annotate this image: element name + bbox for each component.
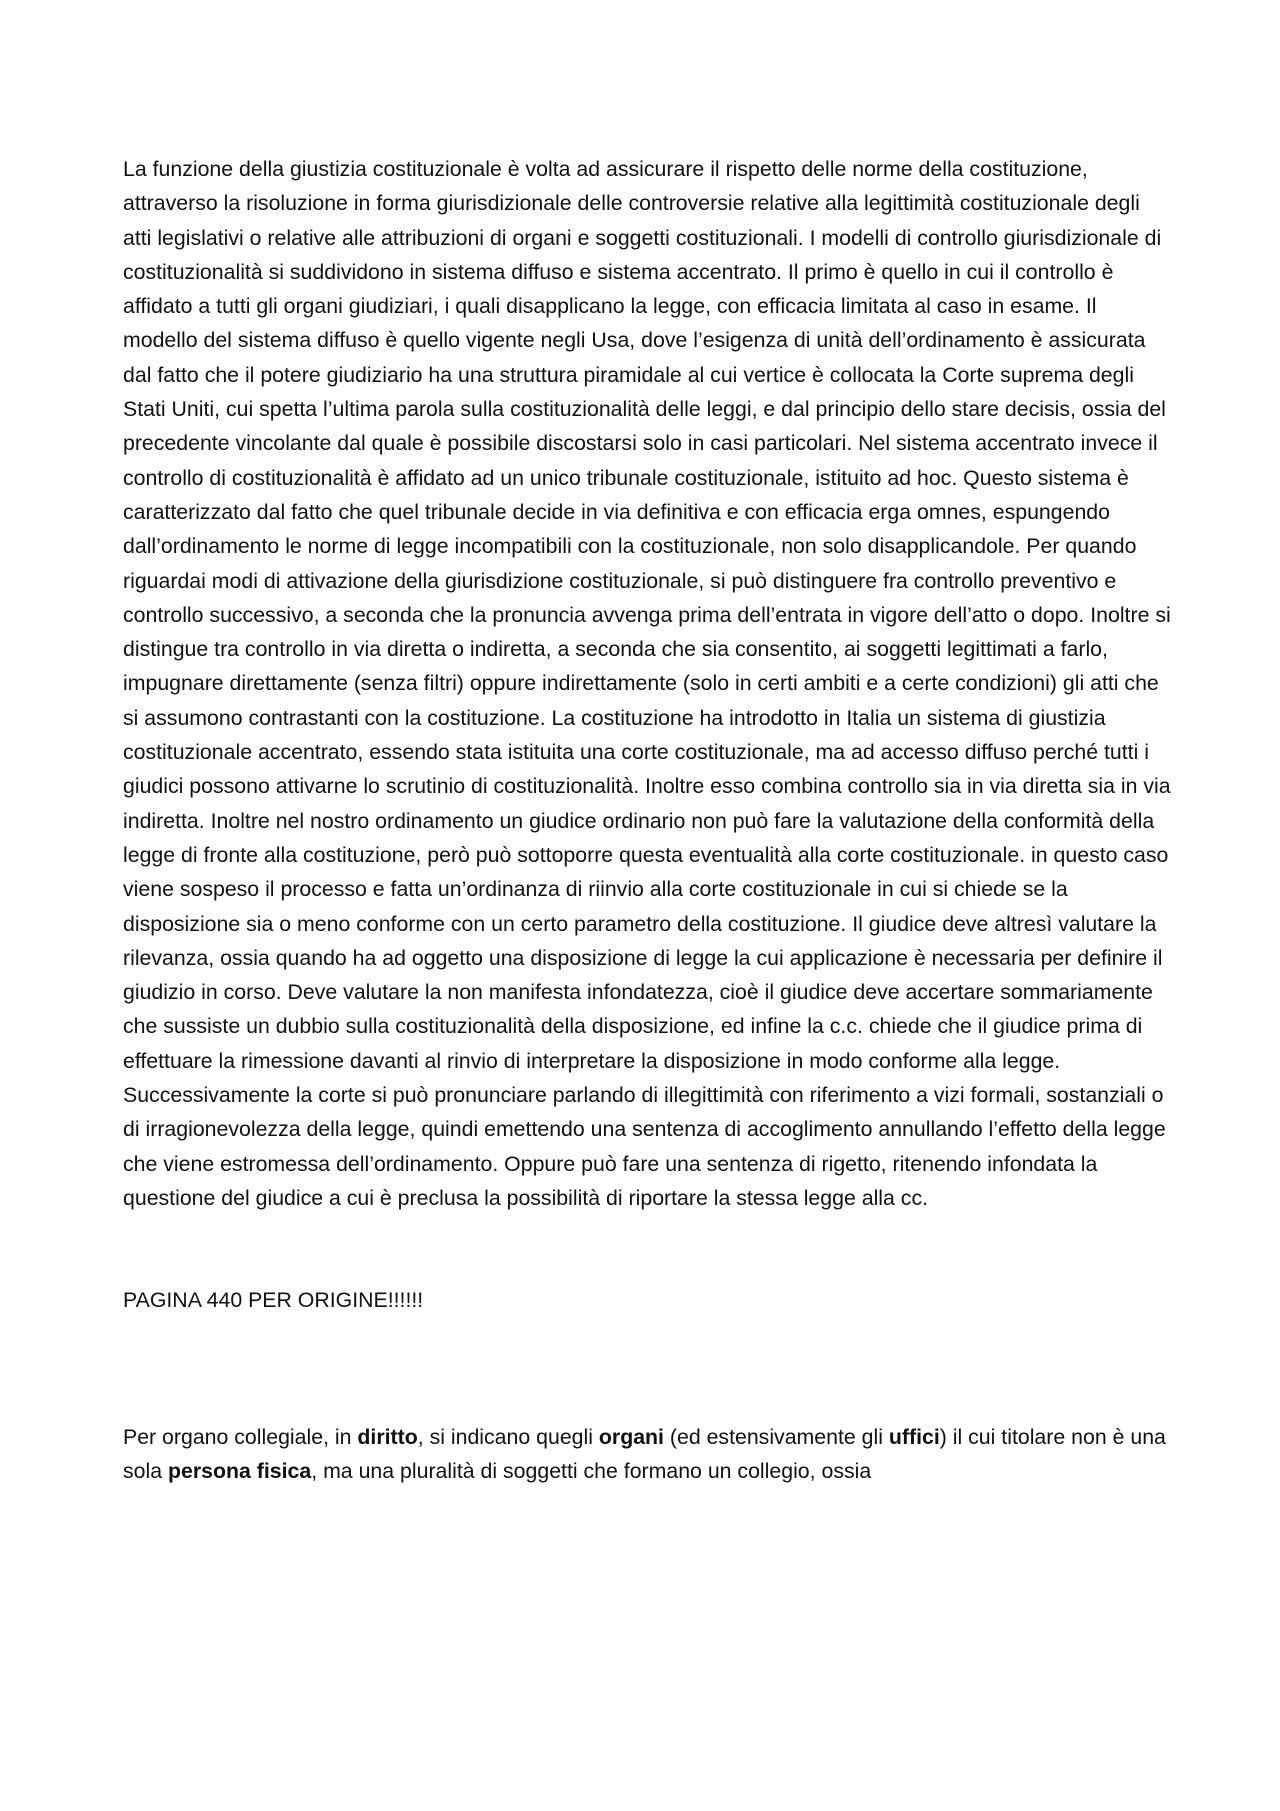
bold-term-uffici: uffici [888, 1424, 940, 1449]
bold-term-organi: organi [598, 1424, 664, 1449]
text-segment: , si indicano quegli [417, 1424, 599, 1449]
paragraph-constitutional-justice: La funzione della giustizia costituzionale è volta ad assicurare il rispetto delle norme della costituzione, attraverso la risoluzione in forma giurisdizionale delle controversie relative alla legittimità costituzionale degli atti legislativi o relative alle attribuzioni di organi e soggetti costituzionali. I modelli di controllo giurisdizionale di costituzionalità si suddividono in sistema diffuso e sistema accentrato. Il primo è quello in cui il controllo è affidato a tutti gli organi giudiziari, i quali disapplicano la legge, con efficacia limitata al caso in esame. Il modello del sistema diffuso è quello vigente negli Usa, dove l’esigenza di unità dell’ordinamento è assicurata dal fatto che il potere giudiziario ha una struttura piramidale al cui vertice è collocata la Corte suprema degli Stati Uniti, cui spetta l’ultima parola sulla costituzionalità delle leggi, e dal principio dello stare decisis, ossia del precedente vincolante dal quale è possibile discostarsi solo in casi particolari. Nel sistema accentrato invece il controllo di costituzionalità è affidato ad un unico tribunale costituzionale, istituito ad hoc. Questo sistema è caratterizzato dal fatto che quel tribunale decide in via definitiva e con efficacia erga omnes, espungendo dall’ordinamento le norme di legge incompatibili con la costituzionale, non solo disapplicandole. Per quando riguardai modi di attivazione della giurisdizione costituzionale, si può distinguere fra controllo preventivo e controllo successivo, a seconda che la pronuncia avvenga prima dell’entrata in vigore dell’atto o dopo. Inoltre si distingue tra controllo in via diretta o indiretta, a seconda che sia consentito, ai soggetti legittimati a farlo, impugnare direttamente (senza filtri) oppure indirettamente (solo in certi ambiti e a certe condizioni) gli atti che si assumono contrastanti con la costituzione. La costituzione ha introdotto in Italia un sistema di giustizia costituzionale accentrato, essendo stata istituita una corte costituzionale, ma ad accesso diffuso perché tutti i giudici possono attivarne lo scrutinio di costituzionalità. Inoltre esso combina controllo sia in via diretta sia in via indiretta. Inoltre nel nostro ordinamento un giudice ordinario non può fare la valutazione della conformità della legge di fronte alla costituzione, però può sottoporre questa eventualità alla corte costituzionale. in questo caso viene sospeso il processo e fatta un’ordinanza di riinvio alla corte costituzionale in cui si chiede se la disposizione sia o meno conforme con un certo parametro della costituzione. Il giudice deve altresì valutare la rilevanza, ossia quando ha ad oggetto una disposizione di legge la cui applicazione è necessaria per definire il giudizio in corso. Deve valutare la non manifesta infondatezza, cioè il giudice deve accertare sommariamente che sussiste un dubbio sulla costituzionalità della disposizione, ed infine la c.c. chiede che il giudice prima di effettuare la rimessione davanti al rinvio di interpretare la disposizione in modo conforme alla legge. Successivamente la corte si può pronunciare parlando di illegittimità con riferimento a vizi formali, sostanziali o di irragionevolezza della legge, quindi emettendo una sentenza di accoglimento annullando l’effetto della legge che viene estromessa dell’ordinamento. Oppure può fare una sentenza di rigetto, ritenendo infondata la questione del giudice a cui è preclusa la possibilità di riportare la stessa legge alla cc. [123, 157, 1171, 1210]
text-segment: Per organo collegiale, in [123, 1424, 358, 1449]
paragraph-collegial-organ [123, 1420, 1173, 1489]
page-reference-note: PAGINA 440 PER ORIGINE!!!!!! [123, 1288, 424, 1313]
text-segment: (ed estensivamente gli [663, 1424, 889, 1449]
document-body [123, 152, 1173, 1488]
bold-term-persona-fisica: persona fisica [168, 1458, 312, 1483]
text-segment: , ma una pluralità di soggetti che formano un collegio, ossia [311, 1458, 872, 1483]
text-segment: ) il cui titolare non è una sola [123, 1424, 1166, 1483]
bold-term-diritto: diritto [357, 1424, 418, 1449]
